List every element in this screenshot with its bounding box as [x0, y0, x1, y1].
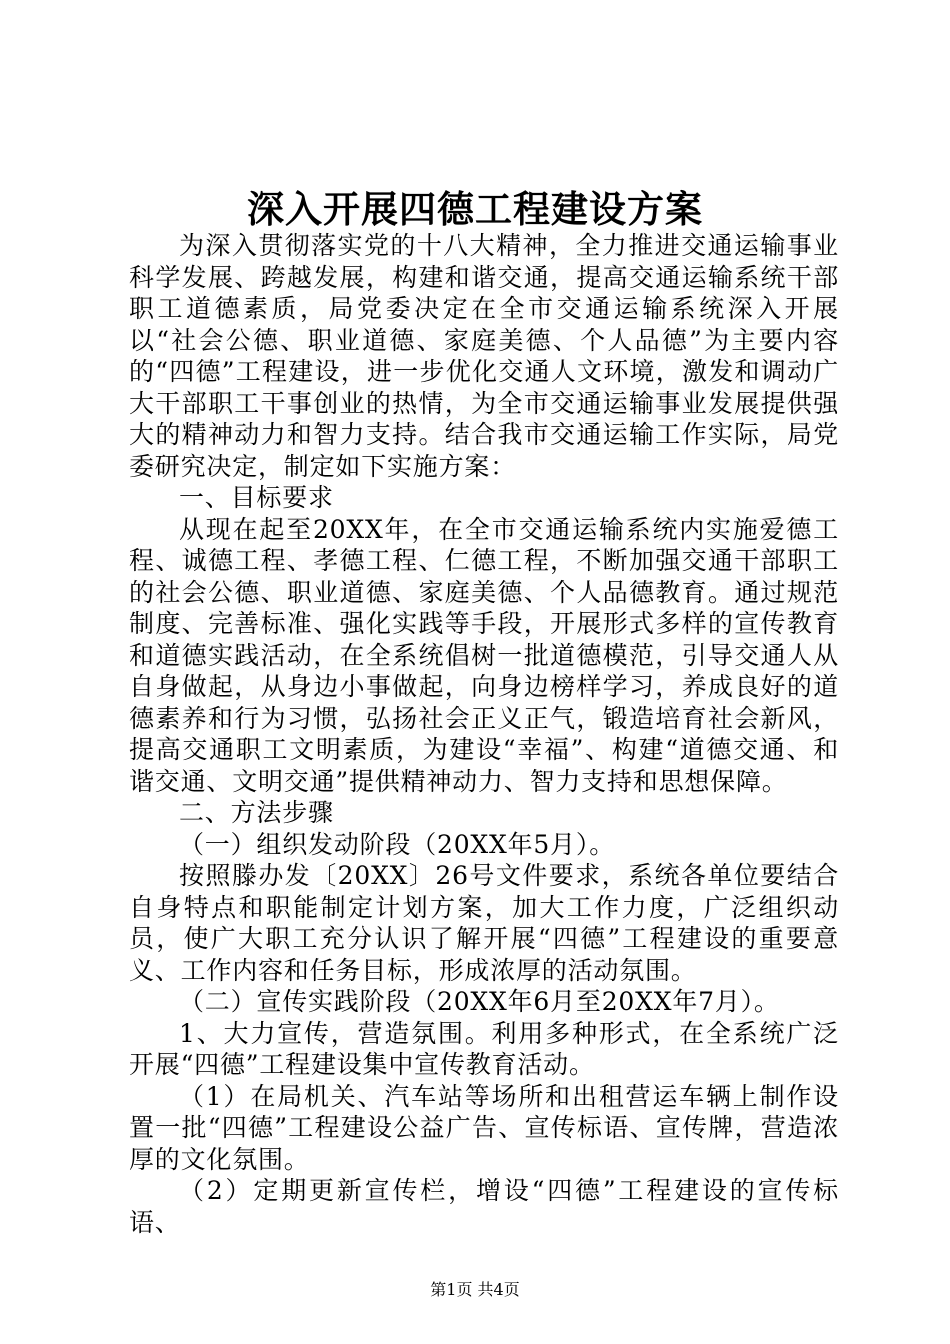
section-heading-goals: 一、目标要求: [179, 483, 334, 512]
document-body: [129, 230, 839, 1238]
list-item-2: （2）定期更新宣传栏，增设“四德”工程建设的宣传标语、: [129, 1176, 839, 1237]
page-title: 深入开展四德工程建设方案: [247, 187, 703, 231]
paragraph-intro: 为深入贯彻落实党的十八大精神，全力推进交通运输事业科学发展、跨越发展，构建和谐交通，提高交通运输系统干部职工道德素质，局党委决定在全市交通运输系统深入开展以“社会公德、职业道德、家庭美德、个人品德”为主要内容的“四德”工程建设，进一步优化交通人文环境，激发和调动广大干部职工干事创业的热情，为全市交通运输事业发展提供强大的精神动力和智力支持。结合我市交通运输工作实际，局党委研究决定，制定如下实施方案：: [129, 231, 839, 481]
paragraph-mobilization: 按照滕办发〔20XX〕26号文件要求，系统各单位要结合自身特点和职能制定计划方案，加大工作力度，广泛组织动员，使广大职工充分认识了解开展“四德”工程建设的重要意义、工作内容和任务目标，形成浓厚的活动氛围。: [129, 861, 839, 985]
paragraph-publicity: 1、大力宣传，营造氛围。利用多种形式，在全系统广泛开展“四德”工程建设集中宣传教育活动。: [129, 1018, 839, 1079]
list-item-1: （1）在局机关、汽车站等场所和出租营运车辆上制作设置一批“四德”工程建设公益广告、宣传标语、宣传牌，营造浓厚的文化氛围。: [129, 1081, 839, 1174]
section-heading-steps: 二、方法步骤: [179, 798, 334, 827]
paragraph-goals: 从现在起至20XX年，在全市交通运输系统内实施爱德工程、诚德工程、孝德工程、仁德工程，不断加强交通干部职工的社会公德、职业道德、家庭美德、个人品德教育。通过规范制度、完善标准、强化实践等手段，开展形式多样的宣传教育和道德实践活动，在全系统倡树一批道德模范，引导交通人从自身做起，从身边小事做起，向身边榜样学习，养成良好的道德素养和行为习惯，弘扬社会正义正气，锻造培育社会新风，提高交通职工文明素质，为建设“幸福”、构建“道德交通、和谐交通、文明交通”提供精神动力、智力支持和思想保障。: [129, 514, 839, 796]
page-footer: 第1页 共4页: [430, 1280, 520, 1299]
subsection-heading-practice: （二）宣传实践阶段（20XX年6月至20XX年7月）。: [179, 987, 780, 1016]
subsection-heading-mobilization: （一）组织发动阶段（20XX年5月）。: [179, 829, 616, 859]
